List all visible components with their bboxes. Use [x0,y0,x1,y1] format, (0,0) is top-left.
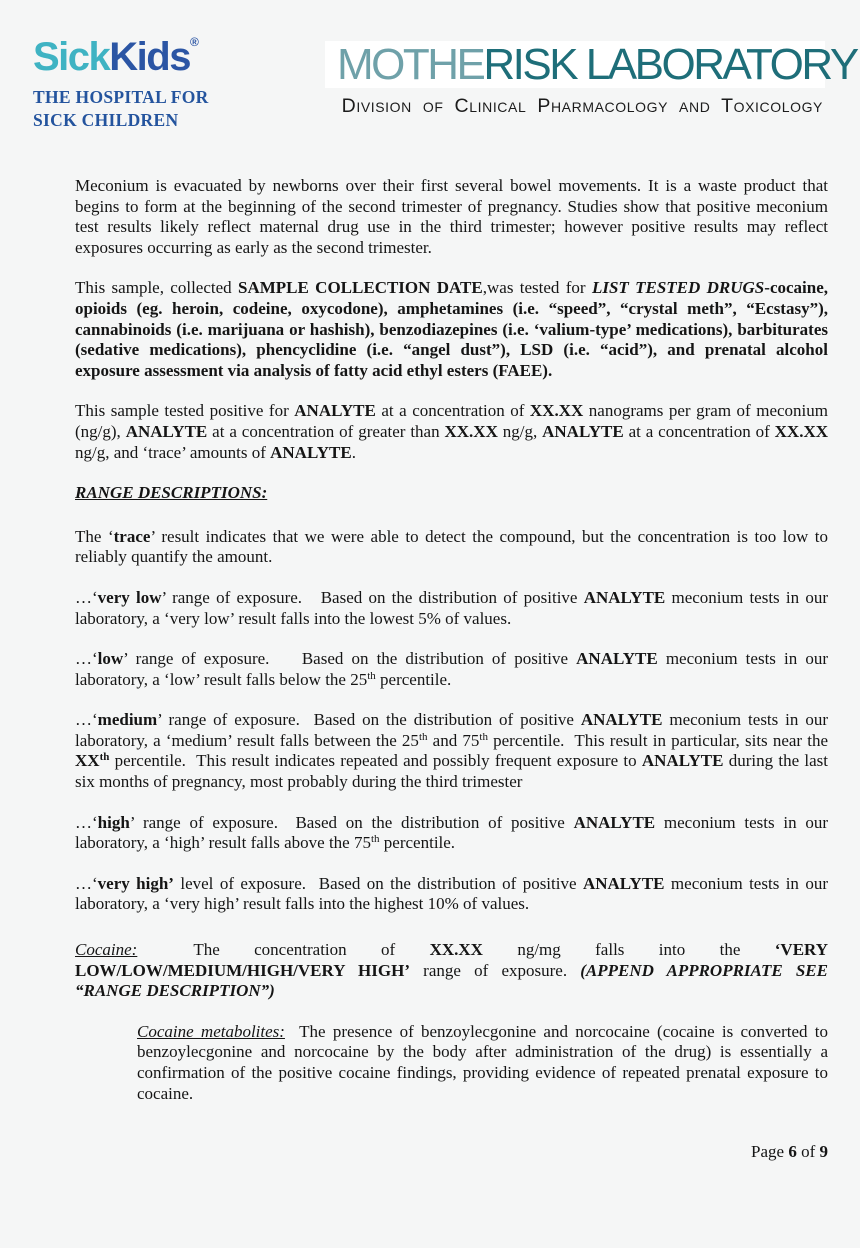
cocaine-metabolites-paragraph: Cocaine metabolites: The presence of benzoylecgonine and norcocaine (cocaine is converted to benzoylecgonine and norcocaine by the body after administration of the drug) is essentially a confirmation of the positive cocaine findings, providing evidence of repeated prenatal exposure to cocaine. [137,1021,828,1103]
high-paragraph: …‘high’ range of exposure. Based on the distribution of positive ANALYTE meconium tests in our laboratory, a ‘high’ result falls above the 75th percentile. [75,812,828,853]
motherisk-wordmark [325,39,857,89]
very-low-paragraph: …‘very low’ range of exposure. Based on the distribution of positive ANALYTE meconium tests in our laboratory, a ‘very low’ result falls into the lowest 5% of values. [75,587,828,628]
intro-paragraph: Meconium is evacuated by newborns over their first several bowel movements. It is a waste product that begins to form at the beginning of the second trimester of pregnancy. Studies show that positive meconium test results likely reflect maternal drug use in the third trimester; however positive results may reflect exposures occurring as early as the second trimester. [75,176,828,257]
very-high-paragraph: …‘very high’ level of exposure. Based on the distribution of positive ANALYTE meconium tests in our laboratory, a ‘very high’ result falls into the highest 10% of values. [75,873,829,914]
motherisk-wordmark-mothe: MOTHE [337,39,484,89]
sickkids-wordmark [33,36,209,77]
cocaine-result-paragraph: Cocaine: The concentration of XX.XX ng/mg falls into the ‘VERY LOW/LOW/MEDIUM/HIGH/VERY HIGH’ range of exposure. (APPEND APPROPRIATE SEE “RANGE DESCRIPTION”) [75,940,828,1001]
motherisk-logo [325,39,857,118]
motherisk-wordmark-risk-laboratory: RISK LABORATORY [483,39,857,89]
medium-paragraph: …‘medium’ range of exposure. Based on the distribution of positive ANALYTE meconium tests in our laboratory, a ‘medium’ result falls between the 25th and 75th percentile. This result in particular, sits near the XXth percentile. This result indicates repeated and possibly frequent exposure to ANALYTE during the last six months of pregnancy, most probably during the third trimester [75,710,829,792]
positive-results-paragraph: This sample tested positive for ANALYTE at a concentration of XX.XX nanograms per gram of meconium (ng/g), ANALYTE at a concentration of greater than XX.XX ng/g, ANALYTE at a concentration of XX.XX ng/g, and ‘trace’ amounts of ANALYTE. [75,401,829,462]
sickkids-logo [33,36,209,132]
trace-paragraph: The ‘trace’ result indicates that we were able to detect the compound, but the concentration is too low to reliably quantify the amount. [75,526,828,567]
sickkids-wordmark-sick: Sick [33,35,110,79]
low-paragraph: …‘low’ range of exposure. Based on the distribution of positive ANALYTE meconium tests in our laboratory, a ‘low’ result falls below the 25th percentile. [75,649,828,689]
page-footer: Page 6 of 9 [751,1142,828,1161]
division-subtitle: Division of Clinical Pharmacology and Toxicology [341,95,823,117]
sample-tested-paragraph: This sample, collected SAMPLE COLLECTION DATE,was tested for LIST TESTED DRUGS-cocaine, opioids (eg. heroin, codeine, oxycodone), amphetamines (i.e. “speed”, “crystal meth”, “Ecstasy”), cannabinoids (i.e. marijuana or hashish), benzodiazepines (i.e. ‘valium-type’ medications), barbiturates (sedative medications), phencyclidine (i.e. “angel dust”), LSD (i.e. “acid”), and prenatal alcohol exposure assessment via analysis of fatty acid ethyl esters (FAEE). [75,278,829,380]
range-descriptions-heading: RANGE DESCRIPTIONS: [75,483,268,503]
sickkids-wordmark-kids: Kids [109,35,190,79]
hospital-subtitle-line1: THE HOSPITAL FOR [33,87,209,107]
hospital-subtitle [33,86,209,132]
hospital-subtitle-line2: SICK CHILDREN [33,110,179,131]
registered-trademark-icon: ® [189,35,199,49]
document-body [75,176,828,1124]
